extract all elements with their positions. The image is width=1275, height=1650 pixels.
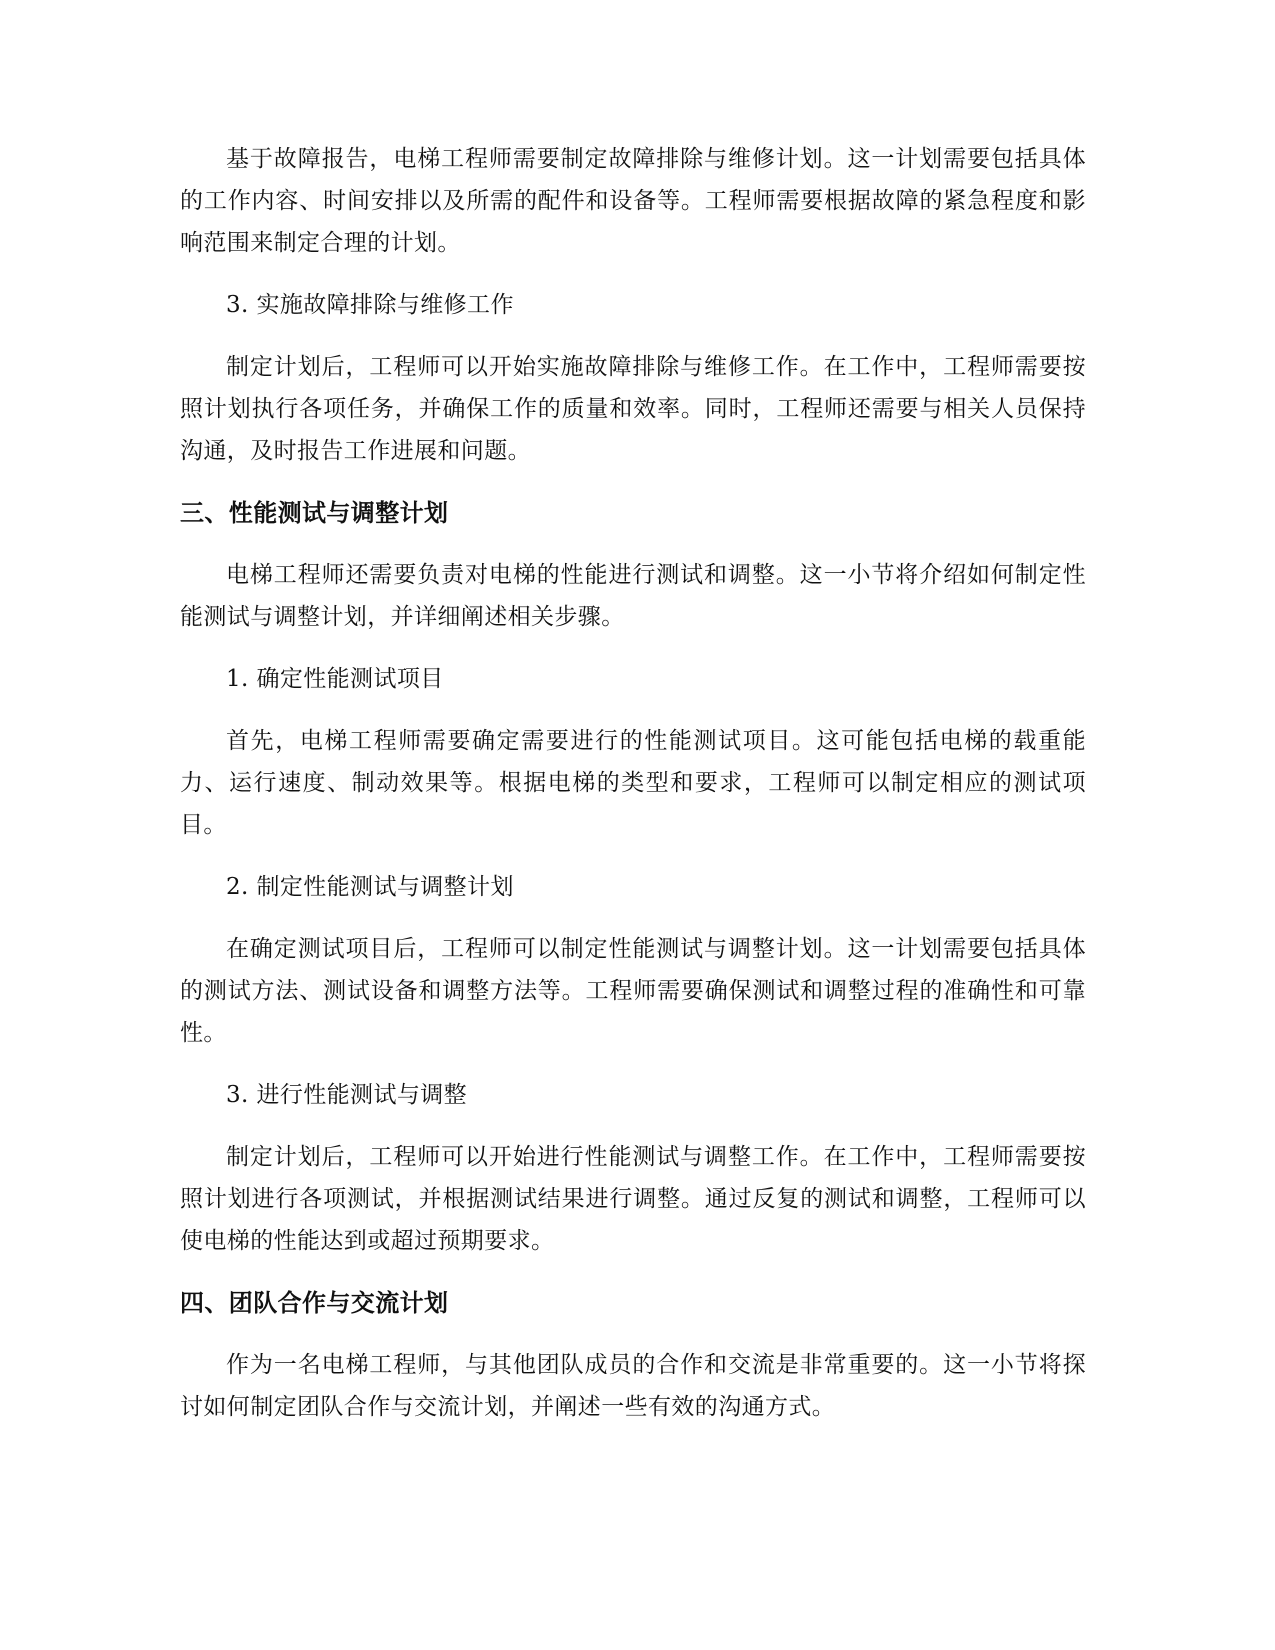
paragraph-teamwork-intro: 作为一名电梯工程师，与其他团队成员的合作和交流是非常重要的。这一小节将探讨如何制定团队合作与交流计划，并阐述一些有效的沟通方式。	[180, 1352, 1086, 1420]
paragraph-performance-intro: 电梯工程师还需要负责对电梯的性能进行测试和调整。这一小节将介绍如何制定性能测试与调整计划，并详细阐述相关步骤。	[180, 562, 1086, 630]
paragraph-implement-repair: 制定计划后，工程师可以开始实施故障排除与维修工作。在工作中，工程师需要按照计划执行各项任务，并确保工作的质量和效率。同时，工程师还需要与相关人员保持沟通，及时报告工作进展和问题。	[180, 354, 1086, 464]
list-item-make-test-plan: 2. 制定性能测试与调整计划	[226, 874, 514, 900]
section-heading-teamwork: 四、团队合作与交流计划	[180, 1289, 449, 1317]
list-item-run-tests: 3. 进行性能测试与调整	[226, 1082, 468, 1108]
list-item-implement-repair: 3. 实施故障排除与维修工作	[226, 292, 514, 318]
document-page	[180, 138, 1086, 1448]
paragraph-repair-plan: 基于故障报告，电梯工程师需要制定故障排除与维修计划。这一计划需要包括具体的工作内容、时间安排以及所需的配件和设备等。工程师需要根据故障的紧急程度和影响范围来制定合理的计划。	[180, 146, 1086, 256]
list-item-determine-tests: 1. 确定性能测试项目	[226, 666, 444, 692]
paragraph-run-tests: 制定计划后，工程师可以开始进行性能测试与调整工作。在工作中，工程师需要按照计划进行各项测试，并根据测试结果进行调整。通过反复的测试和调整，工程师可以使电梯的性能达到或超过预期要求。	[180, 1144, 1086, 1254]
paragraph-make-test-plan: 在确定测试项目后，工程师可以制定性能测试与调整计划。这一计划需要包括具体的测试方法、测试设备和调整方法等。工程师需要确保测试和调整过程的准确性和可靠性。	[180, 936, 1086, 1046]
section-heading-performance-test: 三、性能测试与调整计划	[180, 499, 449, 527]
paragraph-determine-tests: 首先，电梯工程师需要确定需要进行的性能测试项目。这可能包括电梯的载重能力、运行速度、制动效果等。根据电梯的类型和要求，工程师可以制定相应的测试项目。	[180, 728, 1086, 838]
